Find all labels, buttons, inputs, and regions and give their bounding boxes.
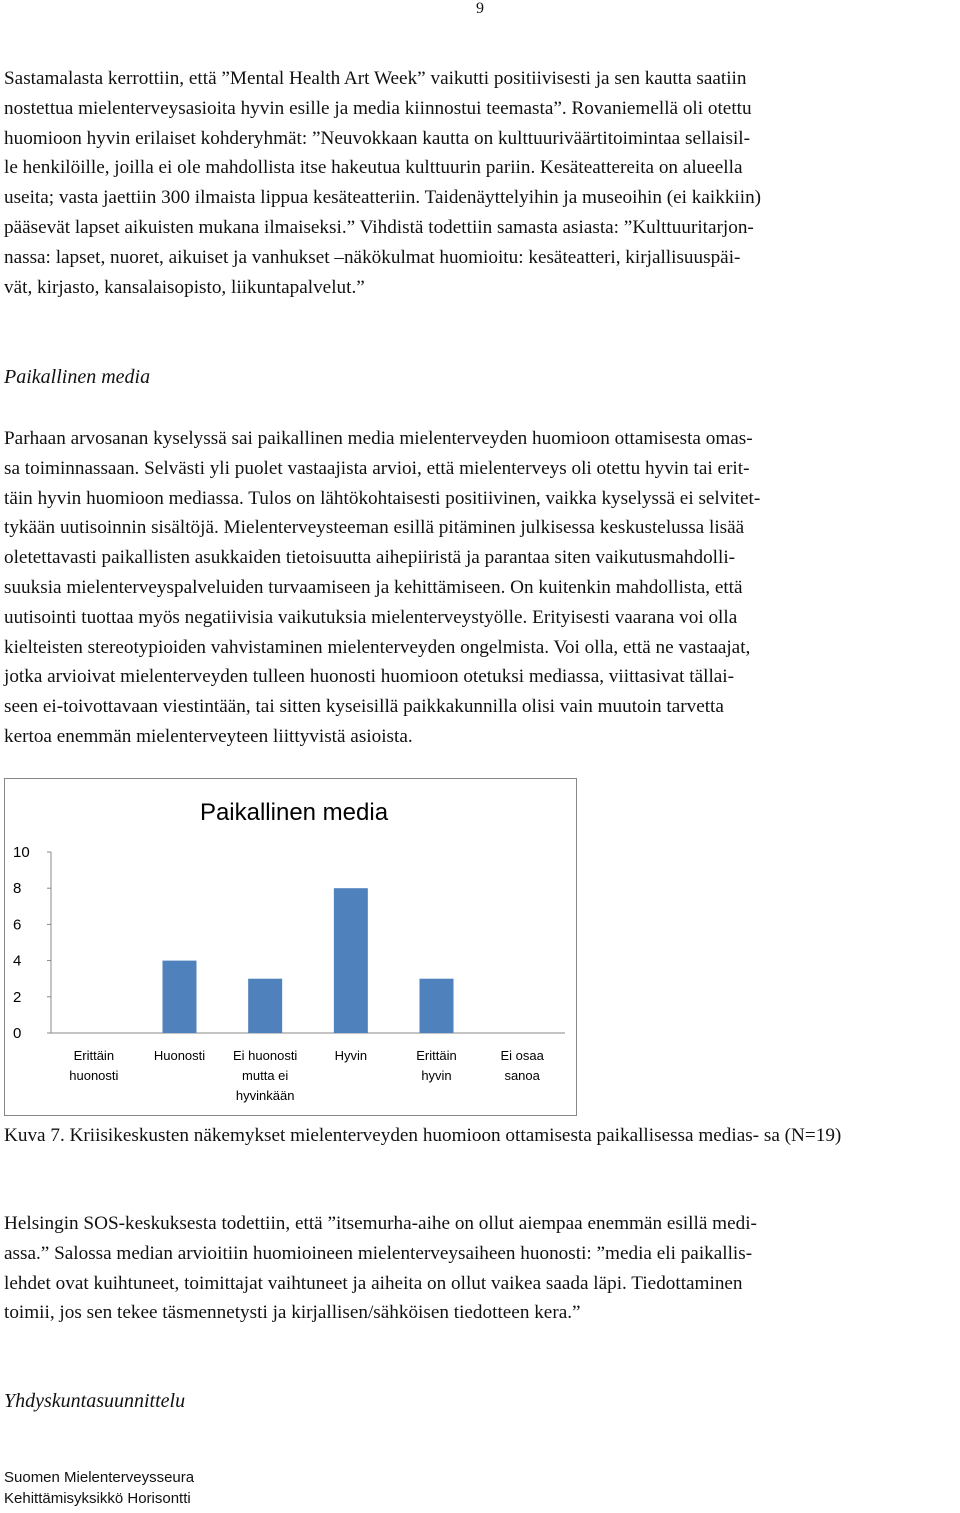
footer-organization: Suomen Mielenterveysseura: [4, 1469, 195, 1486]
paragraph-intro: [4, 64, 956, 302]
text-line: lehdet ovat kuihtuneet, toimittajat vaihtuneet ja aiheita on ollut vaikea saada läpi. Tiedottaminen: [4, 1272, 743, 1294]
text-line: nassa: lapset, nuoret, aikuiset ja vanhukset –näkökulmat huomioitu: kesäteatteri, kirjallisuuspäi-: [4, 246, 741, 268]
y-tick-label: 10: [13, 844, 30, 861]
x-tick-label: [416, 1048, 456, 1083]
text-line: oletettavasti paikallisten asukkaiden tietoisuutta aihepiiristä ja parantaa siten vaikutusmahdolli-: [4, 547, 736, 569]
page-number: 9: [476, 0, 484, 17]
bar: [334, 888, 368, 1033]
text-line: seen ei-toivottavaan viestintään, tai sitten kyseisillä paikkakunnilla olisi vain muutoin tarvetta: [4, 696, 724, 718]
x-tick-label-line: sanoa: [504, 1068, 540, 1083]
bar: [163, 961, 197, 1033]
footer: [4, 1467, 194, 1509]
y-tick-label: 2: [13, 988, 22, 1006]
footer-unit: Kehittämisyksikkö Horisontti: [4, 1490, 191, 1507]
text-line: huomioon hyvin erilaiset kohderyhmät: ”Neuvokkaan kautta on kulttuuriväärtitoimintaa sellaisil-: [4, 127, 750, 149]
bar: [248, 979, 282, 1033]
x-tick-label-line: mutta ei: [242, 1068, 289, 1083]
y-tick-label: 6: [13, 916, 22, 934]
text-line: nostettua mielenterveysasioita hyvin esille ja media kiinnostui teemasta”. Rovaniemellä oli otettu: [4, 97, 752, 119]
chart-bars: [163, 888, 454, 1033]
section-heading-paikallinen-media: Paikallinen media: [4, 366, 151, 388]
text-line: le henkilöille, joilla ei ole mahdollista itse hakeutua kulttuurin pariin. Kesäteattereita on alueella: [4, 157, 743, 179]
text-line: toimii, jos sen tekee täsmennetysti ja kirjallisen/sähköisen tiedotteen kera.”: [4, 1302, 581, 1324]
x-tick-label: [154, 1048, 205, 1063]
text-line: Sastamalasta kerrottiin, että ”Mental Health Art Week” vaikutti positiivisesti ja sen kautta saatiin: [4, 68, 747, 89]
text-line: kielteisten stereotypioiden vahvistaminen mielenterveyden ongelmista. Voi olla, että ne vastaajat,: [4, 636, 751, 658]
bar: [420, 979, 454, 1033]
text-line: suuksia mielenterveyspalveluiden turvaamiseen ja kehittämiseen. On kuitenkin mahdollista, että: [4, 576, 743, 598]
x-tick-label-line: Erittäin: [416, 1048, 457, 1063]
x-tick-label-line: huonosti: [69, 1068, 119, 1083]
chart-title: Paikallinen media: [199, 799, 389, 826]
paragraph-sos: [4, 1209, 956, 1328]
paragraph-local-media: [4, 424, 956, 752]
text-line: sa toiminnassaan. Selvästi yli puolet vastaajista arvioi, että mielenterveys oli otettu hyvin tai erit-: [4, 457, 750, 479]
y-tick-label: 8: [13, 880, 22, 898]
text-line: kertoa enemmän mielenterveyteen liittyvistä asioista.: [4, 725, 413, 747]
y-tick-label: 0: [13, 1025, 22, 1042]
chart-x-ticks: [69, 1048, 544, 1103]
chart-y-ticks: [13, 844, 51, 1042]
x-tick-label: [500, 1048, 544, 1083]
chart-axes: [51, 852, 565, 1033]
chart-canvas: [5, 779, 576, 1115]
y-tick-label: 4: [13, 952, 22, 970]
x-tick-label-line: hyvinkään: [235, 1088, 295, 1103]
x-tick-label: [69, 1048, 118, 1083]
section-heading-yhdyskuntasuunnittelu: Yhdyskuntasuunnittelu: [4, 1390, 186, 1412]
caption-line: sa (N=19): [763, 1125, 842, 1146]
x-tick-label-line: Erittäin: [73, 1048, 115, 1063]
figure-caption: [4, 1121, 956, 1151]
x-tick-label-line: Hyvin: [334, 1048, 368, 1063]
text-line: Parhaan arvosanan kyselyssä sai paikallinen media mielenterveyden huomioon ottamisesta omas-: [4, 428, 753, 449]
text-line: assa.” Salossa median arvioitiin huomioineen mielenterveysaiheen huonosti: ”media eli paikallis-: [4, 1242, 753, 1264]
text-line: täin hyvin huomioon mediassa. Tulos on lähtökohtaisesti positiivinen, vaikka kyselyssä ei selvitet-: [4, 487, 761, 509]
x-tick-label-line: Ei osaa: [500, 1048, 544, 1063]
x-tick-label-line: Huonosti: [153, 1048, 206, 1063]
text-line: pääsevät lapset aikuisten mukana ilmaiseksi.” Vihdistä todettiin samasta asiasta: ”Kulttuuritarjon-: [4, 216, 754, 238]
x-tick-label-line: Ei huonosti: [233, 1048, 298, 1063]
text-line: useita; vasta jaettiin 300 ilmaista lippua kesäteatteriin. Taidenäyttelyihin ja museoihin (ei kaikkiin): [4, 187, 762, 209]
text-line: Helsingin SOS-keskuksesta todettiin, että ”itsemurha-aihe on ollut aiempaa enemmän esillä medi-: [4, 1213, 757, 1234]
x-tick-label-line: hyvin: [421, 1068, 452, 1083]
text-line: jotka arvioivat mielenterveyden tulleen huonosti huomioon otetuksi mediassa, viittasivat tällai-: [4, 666, 735, 688]
x-tick-label: [233, 1048, 297, 1103]
text-line: vät, kirjasto, kansalaisopisto, liikuntapalvelut.”: [4, 276, 365, 298]
bar-chart: [4, 778, 577, 1116]
x-tick-label: [335, 1048, 368, 1063]
caption-line: Kuva 7. Kriisikeskusten näkemykset mielenterveyden huomioon ottamisesta paikallisessa medias-: [4, 1125, 760, 1146]
text-line: uutisointi tuottaa myös negatiivisia vaikutuksia mielenterveystyölle. Erityisesti vaarana voi olla: [4, 606, 738, 628]
text-line: tykään uutisoinnin sisältöjä. Mielenterveysteeman esillä pitäminen julkisessa keskustelussa lisää: [4, 517, 745, 539]
